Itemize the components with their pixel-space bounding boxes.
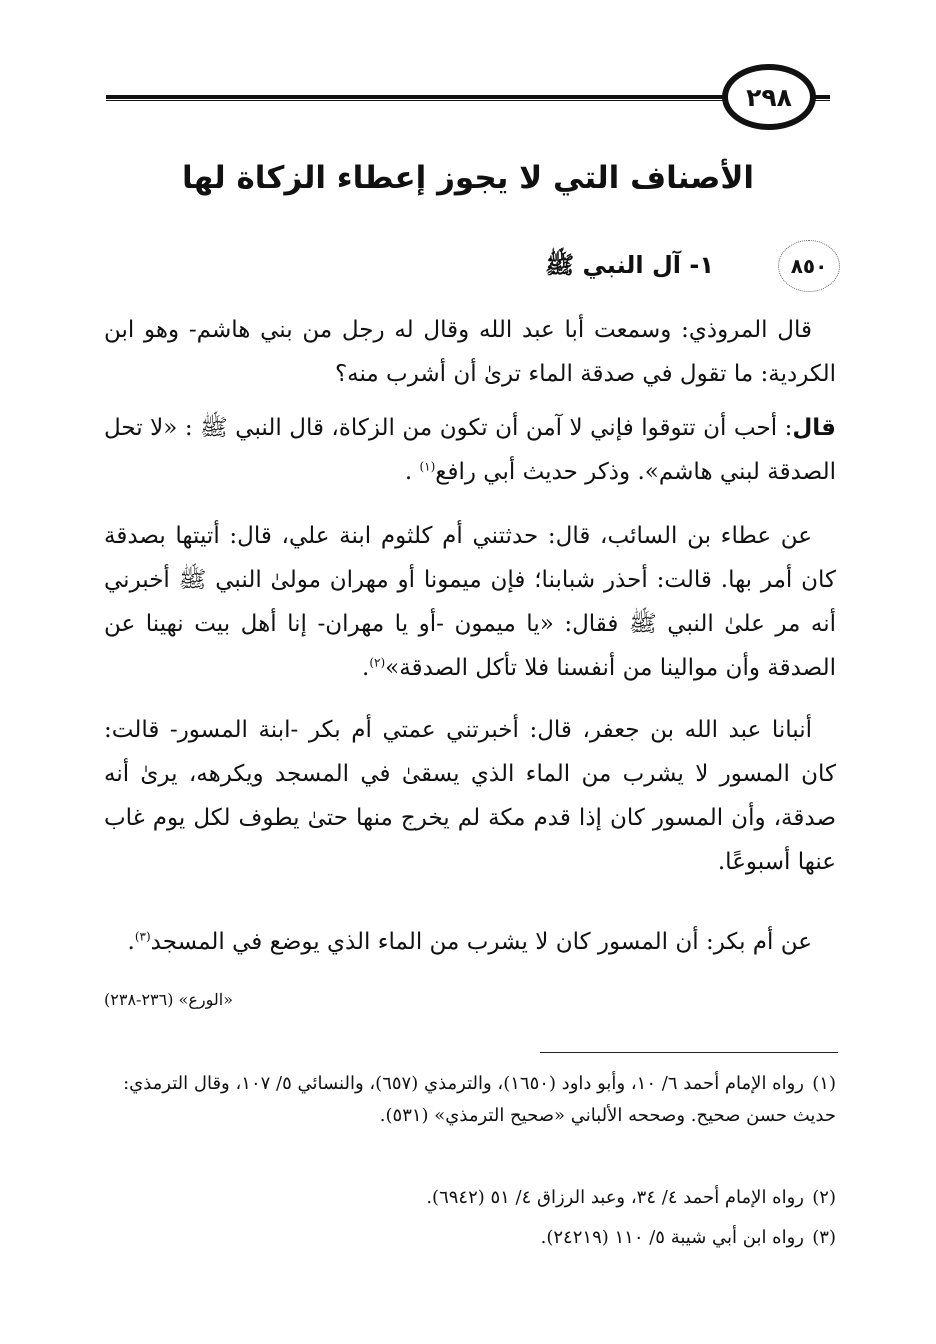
paragraph-4-text: أنبانا عبد الله بن جعفر، قال: أخبرتني عمتي أم بكر -ابنة المسور- قالت: كان المسور لا يشرب من الماء الذي يسقىٰ في المسجد ويكرهه، يرىٰ أنه صدقة، وأن المسور كان إذا قدم مكة لم يخرج منها حتىٰ يطوف لكل يوم غاب عنها أسبوعًا.	[104, 717, 836, 875]
footnote-1	[104, 1068, 836, 1132]
page-title: الأصناف التي لا يجوز إعطاء الزكاة لها	[181, 160, 755, 196]
footnote-2	[104, 1182, 836, 1214]
footnote-number: (١)	[812, 1073, 836, 1094]
header-rule	[106, 95, 728, 101]
paragraph-5: عن أم بكر: أن المسور كان لا يشرب من الماء الذي يوضع في المسجد$^{(٣)}$.	[127, 929, 812, 955]
footnote-ref-2: (٢)	[369, 655, 386, 670]
footnote-number: (٢)	[812, 1187, 836, 1208]
section-number: ٨٥٠	[790, 254, 828, 278]
paragraph-3-text: عن عطاء بن السائب، قال: حدثتني أم كلثوم ابنة علي، قال: أتيتها بصدقة كان أمر بها. قالت: أحذر شبابنا؛ فإن ميمونا أو مهران مولىٰ النبي ﷺ أخبرني أنه مر علىٰ النبي ﷺ فقال: «يا ميمون -أو يا مهران- إنا أهل بيت نهينا عن الصدقة وأن موالينا من أنفسنا فلا تأكل الصدقة»	[104, 523, 836, 681]
footnote-text: رواه الإمام أحمد ٦/ ١٠، وأبو داود (١٦٥٠)، والترمذي (٦٥٧)، والنسائي ٥/ ١٠٧، وقال الترمذي: حديث حسن صحيح. وصححه الألباني «صحيح الترمذي» (٥٣١).	[123, 1073, 836, 1126]
section-heading: ١- آل النبي ﷺ	[545, 251, 714, 279]
page-number: ٢٩٨	[746, 82, 792, 112]
source-citation: «الورع» (٢٣٦-٢٣٨)	[104, 990, 233, 1009]
footnote-ref-3: (٣)	[134, 929, 151, 944]
footnote-divider	[540, 1052, 838, 1053]
footnote-ref-1: (١)	[419, 459, 436, 474]
paragraph-2-lead: قال	[792, 415, 836, 441]
paragraph-4	[104, 708, 836, 884]
paragraph-2-text: : أحب أن تتوقوا فإني لا آمن أن تكون من الزكاة، قال النبي ﷺ : «لا تحل الصدقة لبني هاشم». وذكر حديث أبي رافع	[104, 415, 836, 485]
paragraph-1-text: قال المروذي: وسمعت أبا عبد الله وقال له رجل من بني هاشم- وهو ابن الكردية: ما تقول في صدقة الماء ترىٰ أن أشرب منه؟	[104, 317, 836, 387]
section-number-medallion	[778, 240, 840, 292]
footnote-3	[104, 1222, 836, 1254]
footnote-number: (٣)	[812, 1227, 836, 1248]
paragraph-3: عن عطاء بن السائب، قال: حدثتني أم كلثوم ابنة علي، قال: أتيتها بصدقة كان أمر بها. قالت: أحذر شبابنا؛ فإن ميمونا أو مهران مولىٰ النبي ﷺ أخبرني أنه مر علىٰ النبي ﷺ فقال: «يا ميمون -أو يا مهران- إنا أهل بيت نهينا عن الصدقة وأن موالينا من أنفسنا فلا تأكل الصدقة»$^{(٢)}$.	[104, 523, 836, 681]
paragraph-5-text: عن أم بكر: أن المسور كان لا يشرب من الماء الذي يوضع في المسجد	[150, 929, 812, 955]
footnote-text: رواه ابن أبي شيبة ٥/ ١١٠ (٢٤٢١٩).	[540, 1227, 804, 1248]
paragraph-1	[104, 308, 836, 396]
page-number-oval	[722, 64, 816, 130]
paragraph-2: قال: أحب أن تتوقوا فإني لا آمن أن تكون من الزكاة، قال النبي ﷺ : «لا تحل الصدقة لبني هاشم». وذكر حديث أبي رافع$^{(١)}$ .	[104, 415, 836, 485]
footnote-text: رواه الإمام أحمد ٤/ ٣٤، وعبد الرزاق ٤/ ٥١ (٦٩٤٢).	[426, 1187, 804, 1208]
